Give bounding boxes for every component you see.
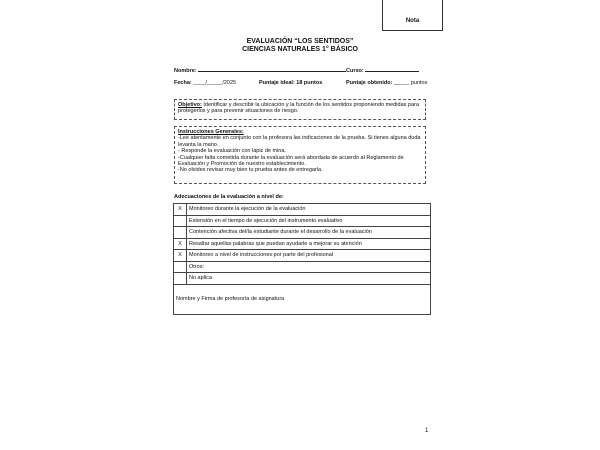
instructions-title: Instrucciones Generales <box>178 129 242 135</box>
instruction-line: -No olvides revisar muy bien tu prueba antes de entregarla. <box>178 167 323 174</box>
adaptation-text: Otros: <box>187 261 431 273</box>
adaptation-text: Extensión en el tiempo de ejecución del instrumento evaluativo <box>187 215 431 227</box>
adaptation-text: No aplica <box>187 273 431 285</box>
checkbox-cell[interactable] <box>174 227 187 239</box>
objective-text: Identificar y describir la ubicación y la función de los sentidos proponiendo medidas para protegerlos y para prevenir situaciones de riesgo. <box>178 102 419 115</box>
adaptations-table <box>173 203 431 315</box>
course-field[interactable] <box>365 66 419 72</box>
signature-row <box>174 284 431 314</box>
ideal-score: Puntaje ideal: 18 puntos <box>259 80 323 86</box>
date-label: Fecha: <box>174 80 192 86</box>
objective-label: Objetivo: <box>178 102 202 108</box>
adaptation-text: Contención afectiva del/la estudiante durante el desarrollo de la evaluación <box>187 227 431 239</box>
objective-box <box>174 99 426 120</box>
checkbox-cell[interactable] <box>174 273 187 285</box>
obtained-score-label: Puntaje obtenido: <box>346 80 393 86</box>
instructions-box: Instrucciones Generales: -Lee atentamente en conjunto con la profesora las indicaciones de la prueba. Si tienes alguna duda levanta la mano. - Responde la evaluación con lápiz de mina. -Cualquier falta cometida durante la evaluación será abordada de acuerdo al Reglamento de Evaluación y Promoción de nuestro establecimiento. -No olvides revisar muy bien tu prueba antes de entregarla. <box>174 126 426 184</box>
course-label: Curso: <box>346 68 364 74</box>
student-name-label: Nombre: <box>174 68 197 74</box>
signature-field[interactable] <box>174 284 431 314</box>
checkbox-cell[interactable] <box>174 215 187 227</box>
instruction-line: -Cualquier falta cometida durante la evaluación será abordada de acuerdo al Reglamento de Evaluación y Promoción de nuestro establecimiento. <box>178 154 404 168</box>
date-field[interactable]: ____/_____/2025 <box>193 80 237 86</box>
adaptations-heading: Adecuaciones de la evaluación a nivel de: <box>174 194 284 200</box>
table-row <box>174 238 431 250</box>
table-row <box>174 273 431 285</box>
table-row <box>174 215 431 227</box>
date-row <box>174 80 236 86</box>
adaptation-text: Monitoreo a nivel de instrucciones por parte del profesional <box>187 250 431 262</box>
document-subtitle: CIENCIAS NATURALES 1° BÁSICO <box>242 46 358 53</box>
obtained-score-row <box>346 80 427 86</box>
table-row <box>174 261 431 273</box>
checkbox-cell[interactable]: X <box>174 250 187 262</box>
document-title: EVALUACIÓN “LOS SENTIDOS” <box>246 38 354 45</box>
checkbox-cell[interactable]: X <box>174 238 187 250</box>
course-row <box>346 66 419 74</box>
table-row <box>174 204 431 216</box>
adaptation-text: Resaltar aquellas palabras que puedan ayudarle a mejorar su atención <box>187 238 431 250</box>
grade-box-label: Nota <box>405 18 420 24</box>
student-name-field[interactable] <box>198 66 346 72</box>
table-row <box>174 250 431 262</box>
grade-box <box>382 0 443 31</box>
table-row <box>174 227 431 239</box>
adaptation-text: Monitoreo durante la ejecución de la evaluación <box>187 204 431 216</box>
signature-label: Nombre y Firma de profesoría de asignatura <box>176 296 285 302</box>
checkbox-cell[interactable] <box>174 261 187 273</box>
obtained-score-field[interactable]: _____ puntos <box>393 80 428 86</box>
student-name-row <box>174 66 346 74</box>
instruction-line: - Responde la evaluación con lápiz de mina. <box>178 148 286 155</box>
instruction-line: -Lee atentamente en conjunto con la profesora las indicaciones de la prueba. Si tienes alguna duda levanta la mano. <box>178 135 421 148</box>
checkbox-cell[interactable]: X <box>174 204 187 216</box>
page-number: 1 <box>425 428 429 434</box>
